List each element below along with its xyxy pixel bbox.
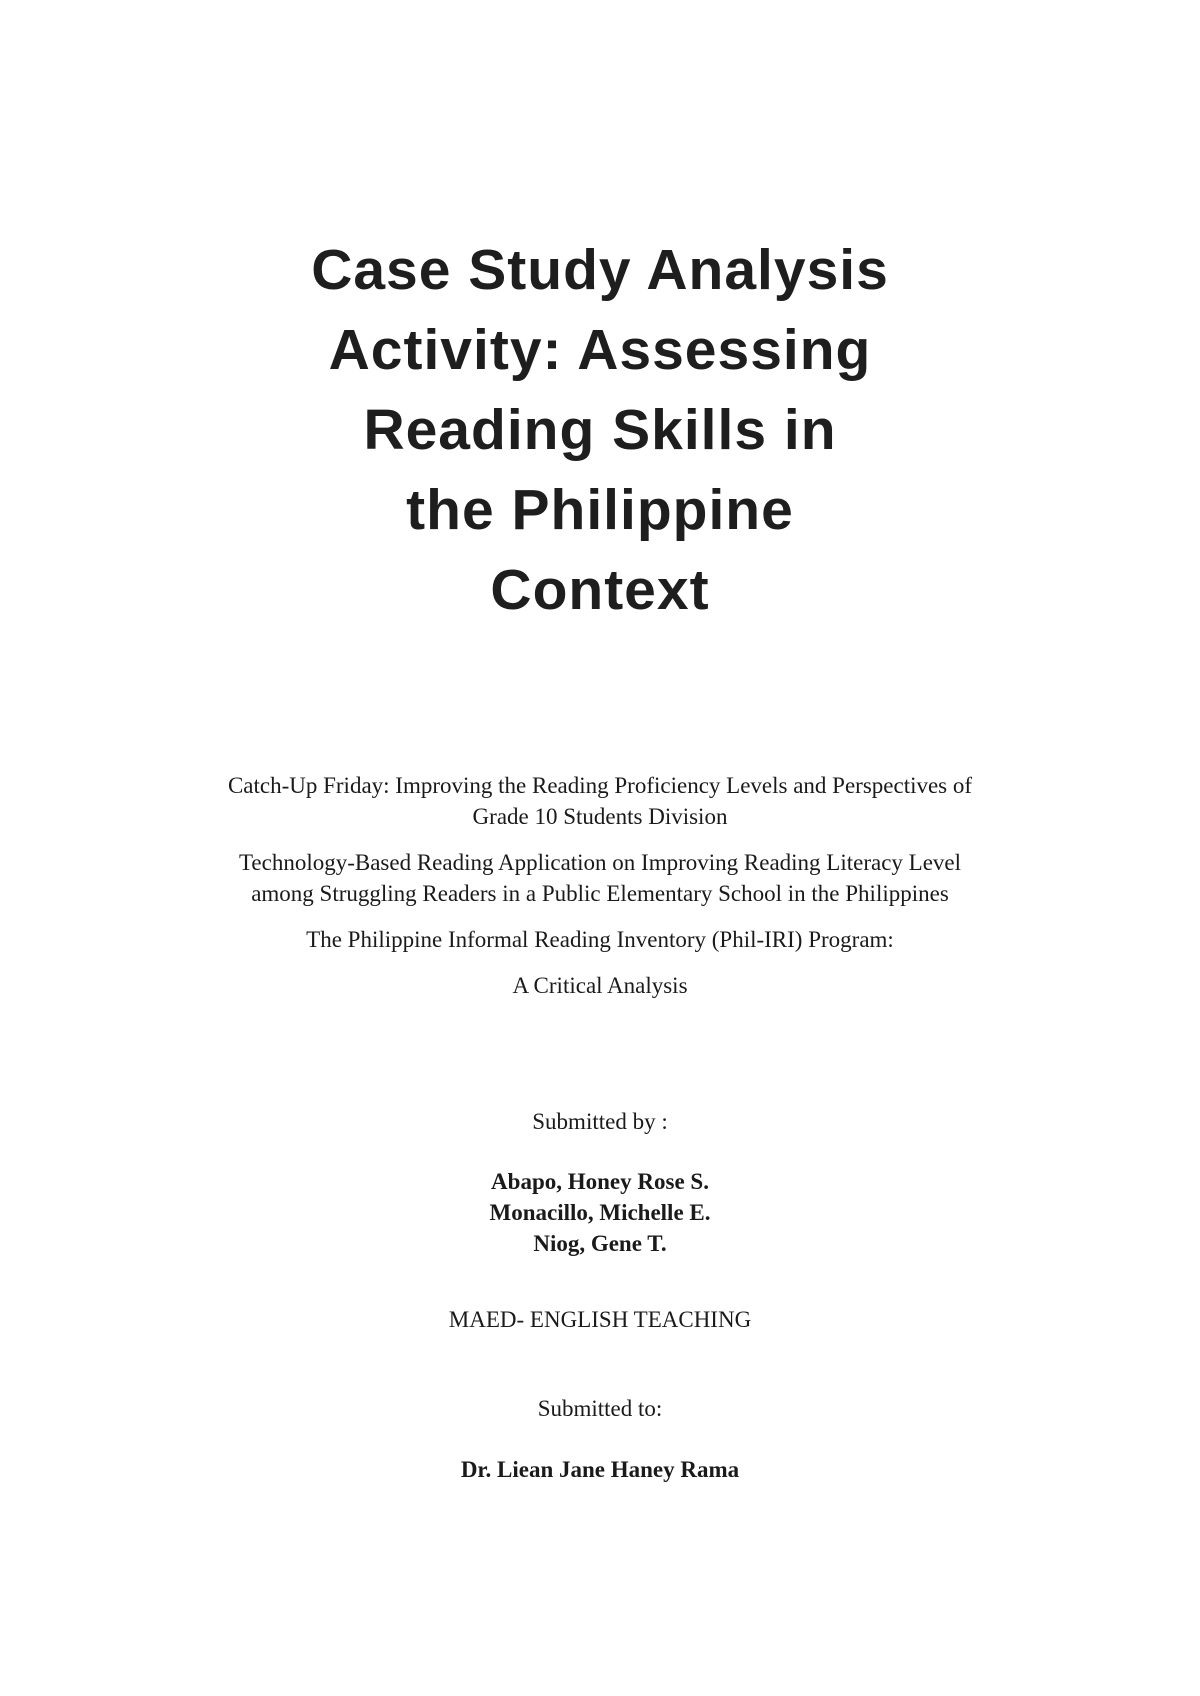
instructor-name: Dr. Liean Jane Haney Rama — [460, 1457, 740, 1482]
title-line: Context — [490, 558, 710, 622]
author-list — [0, 1166, 1200, 1259]
case-study-title — [150, 847, 1050, 909]
case-study-title — [150, 770, 1050, 832]
document-title — [0, 230, 1200, 630]
case-study-line: Technology-Based Reading Application on Improving Reading Literacy Level — [238, 850, 962, 875]
author-name: Monacillo, Michelle E. — [489, 1200, 711, 1225]
case-study-list — [150, 770, 1050, 1016]
degree-program: MAED- ENGLISH TEACHING — [448, 1307, 752, 1332]
case-study-line: A Critical Analysis — [512, 973, 688, 998]
submitted-by-label: Submitted by : — [532, 1109, 668, 1134]
title-line: Activity: Assessing — [328, 318, 872, 382]
title-line: Case Study Analysis — [311, 238, 889, 302]
case-study-line: The Philippine Informal Reading Inventory (Phil-IRI) Program: — [306, 927, 894, 952]
case-study-line: among Struggling Readers in a Public Elementary School in the Philippines — [251, 881, 949, 906]
author-name: Niog, Gene T. — [533, 1231, 667, 1256]
title-line: the Philippine — [406, 478, 794, 542]
case-study-title — [150, 924, 1050, 955]
case-study-title — [150, 970, 1050, 1001]
case-study-line: Catch-Up Friday: Improving the Reading Proficiency Levels and Perspectives of — [227, 773, 973, 798]
case-study-line: Grade 10 Students Division — [472, 804, 728, 829]
submitted-to-label: Submitted to: — [537, 1396, 663, 1421]
author-name: Abapo, Honey Rose S. — [491, 1169, 709, 1194]
title-line: Reading Skills in — [363, 398, 837, 462]
